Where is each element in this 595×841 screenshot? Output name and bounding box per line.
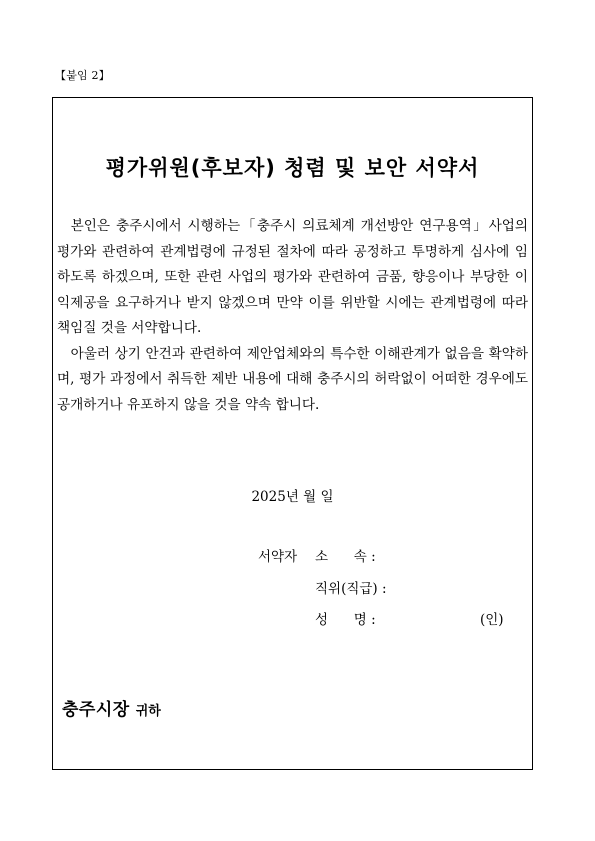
- attachment-label: 【붙임 2】: [55, 69, 110, 82]
- pledge-form: [52, 97, 533, 770]
- document-title: 평가위원(후보자) 청렴 및 보안 서약서: [105, 156, 480, 180]
- pledge-body: [57, 214, 528, 418]
- pledge-date: 2025년 월 일: [251, 489, 334, 505]
- recipient-name: 충주시장: [62, 700, 130, 720]
- signer-label: 서약자: [258, 549, 298, 565]
- name-field: 성 명 :: [315, 612, 376, 628]
- seal-mark: (인): [480, 612, 504, 628]
- pledge-paragraph-1: 본인은 충주시에서 시행하는「충주시 의료체계 개선방안 연구용역」사업의 평가와 관련하여 관계법령에 규정된 절차에 따라 공정하고 투명하게 심사에 임하도록 하겠으며, 또한 관련 사업의 평가와 관련하여 금품, 향응이나 부당한 이익제공을 요구하거나 받지 않겠으며 만약 이를 위반할 시에는 관계법령에 따라 책임질 것을 서약합니다.: [57, 218, 528, 336]
- pledge-paragraph-2: 아울러 상기 안건과 관련하여 제안업체와의 특수한 이해관계가 없음을 확약하며, 평가 과정에서 취득한 제반 내용에 대해 충주시의 허락없이 어떠한 경우에도 공개하거나 유포하지 않을 것을 약속 합니다.: [57, 345, 528, 413]
- position-field: 직위(직급) :: [315, 581, 387, 597]
- affiliation-field: 소 속 :: [315, 549, 376, 565]
- recipient-honorific: 귀하: [135, 704, 161, 719]
- recipient: [62, 695, 161, 720]
